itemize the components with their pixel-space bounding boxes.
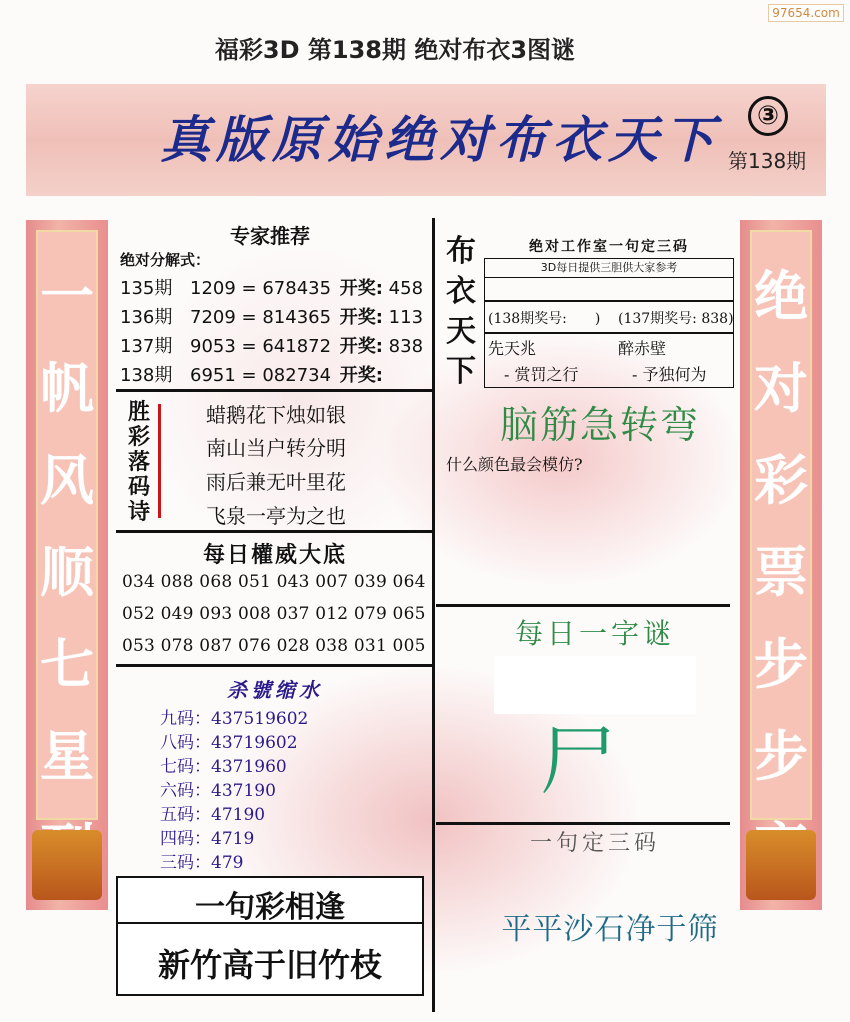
prize-138: (138期奖号: ) (488, 311, 601, 327)
three-code-text: 平平沙石净于筛 (501, 912, 719, 947)
kill-row: 六码：437190 (160, 781, 276, 801)
couplet-char: 顺 (40, 540, 94, 604)
divider-line (116, 530, 432, 533)
couplet-char: 一 (40, 264, 94, 328)
info-divider (484, 300, 734, 302)
couplet-left (26, 220, 108, 910)
studio-title: 绝对工作室一句定三码 (529, 239, 689, 255)
draw-row: 135期 1209 = 678435 开奖: 458 (120, 278, 424, 299)
draw-row: 136期 7209 = 814365 开奖: 113 (120, 307, 424, 328)
daily-base-title: 每日權威大底 (202, 543, 347, 568)
kill-row: 五码：47190 (160, 805, 266, 825)
prize-137: (137期奖号: 838) (618, 311, 734, 327)
divider-line (436, 604, 730, 607)
info-subtitle: 3D每日提供三胆供大家参考 (484, 258, 734, 278)
kill-row: 三码：479 (160, 853, 244, 873)
formula-label: 绝对分解式： (120, 251, 211, 269)
site-watermark: 97654.com (768, 4, 844, 22)
draw-row: 138期 6951 = 082734 开奖: (120, 365, 383, 386)
riddle-question: 什么颜色最会模仿? (446, 455, 583, 474)
hint-b-detail: - 予独何为 (632, 365, 707, 384)
hint-a: 先天兆 (488, 339, 537, 358)
vertical-title-char: 天 (446, 314, 476, 349)
number-badge: ③ (748, 96, 788, 136)
kill-title: 杀號缩水 (227, 678, 323, 702)
couplet-char: 七 (40, 632, 94, 696)
char-riddle-glyph: 尸 (540, 716, 616, 805)
char-riddle-title: 每日一字谜 (514, 617, 675, 650)
couplet-char: 星 (40, 724, 94, 788)
page-title: 福彩3D 第138期 绝对布衣3图谜 (214, 36, 576, 64)
kill-row: 七码：4371960 (160, 757, 287, 777)
poem-line: 南山当户转分明 (206, 436, 346, 460)
banner-title: 真版原始绝对布衣天下 (160, 110, 720, 169)
divider-line (116, 389, 432, 392)
phrase-text: 新竹高于旧竹枝 (157, 946, 382, 984)
poem-line: 雨后兼无叶里花 (206, 470, 346, 494)
couplet-char: 风 (40, 448, 94, 512)
poem-line: 蜡鹅花下烛如银 (206, 403, 346, 427)
kill-row: 四码：4719 (160, 829, 255, 849)
couplet-char: 步 (754, 724, 808, 788)
expert-title: 专家推荐 (230, 224, 310, 248)
poem-line: 飞泉一亭为之也 (206, 504, 346, 528)
couplet-char: 绝 (754, 264, 808, 328)
three-code-title: 一句定三码 (529, 831, 660, 856)
base-row: 034 088 068 051 043 007 039 064 (122, 572, 426, 592)
couplet-left-base (32, 830, 102, 900)
vertical-title-char: 布 (446, 234, 476, 269)
riddle-title: 脑筋急转弯 (499, 403, 700, 447)
couplet-left-text (26, 250, 108, 894)
divider-line (436, 822, 730, 825)
divider-line (116, 664, 432, 667)
kill-row: 九码：437519602 (160, 709, 309, 729)
issue-number: 第138期 (728, 149, 807, 173)
couplet-char: 票 (754, 540, 808, 604)
phrase-title: 一句彩相逢 (195, 890, 345, 925)
hint-a-detail: - 赏罚之行 (504, 365, 579, 384)
couplet-char: 步 (754, 632, 808, 696)
base-row: 052 049 093 008 037 012 079 065 (122, 604, 426, 624)
vertical-title (444, 232, 478, 392)
couplet-char: 彩 (754, 448, 808, 512)
draw-row: 137期 9053 = 641872 开奖: 838 (120, 336, 424, 357)
poem-red-bar (158, 404, 161, 518)
base-row: 053 078 087 076 028 038 031 005 (122, 636, 426, 656)
couplet-right-base (746, 830, 816, 900)
vertical-title-char: 下 (446, 354, 476, 389)
couplet-right (740, 220, 822, 910)
couplet-right-text (740, 250, 822, 894)
center-divider (432, 218, 435, 1012)
vertical-title-char: 衣 (446, 274, 476, 309)
couplet-char: 对 (754, 356, 808, 420)
couplet-char: 帆 (40, 356, 94, 420)
kill-row: 八码：43719602 (160, 733, 298, 753)
info-divider (484, 332, 734, 334)
poem-label: 胜彩落码诗 (127, 399, 150, 525)
hint-b: 醉赤壁 (618, 339, 667, 358)
